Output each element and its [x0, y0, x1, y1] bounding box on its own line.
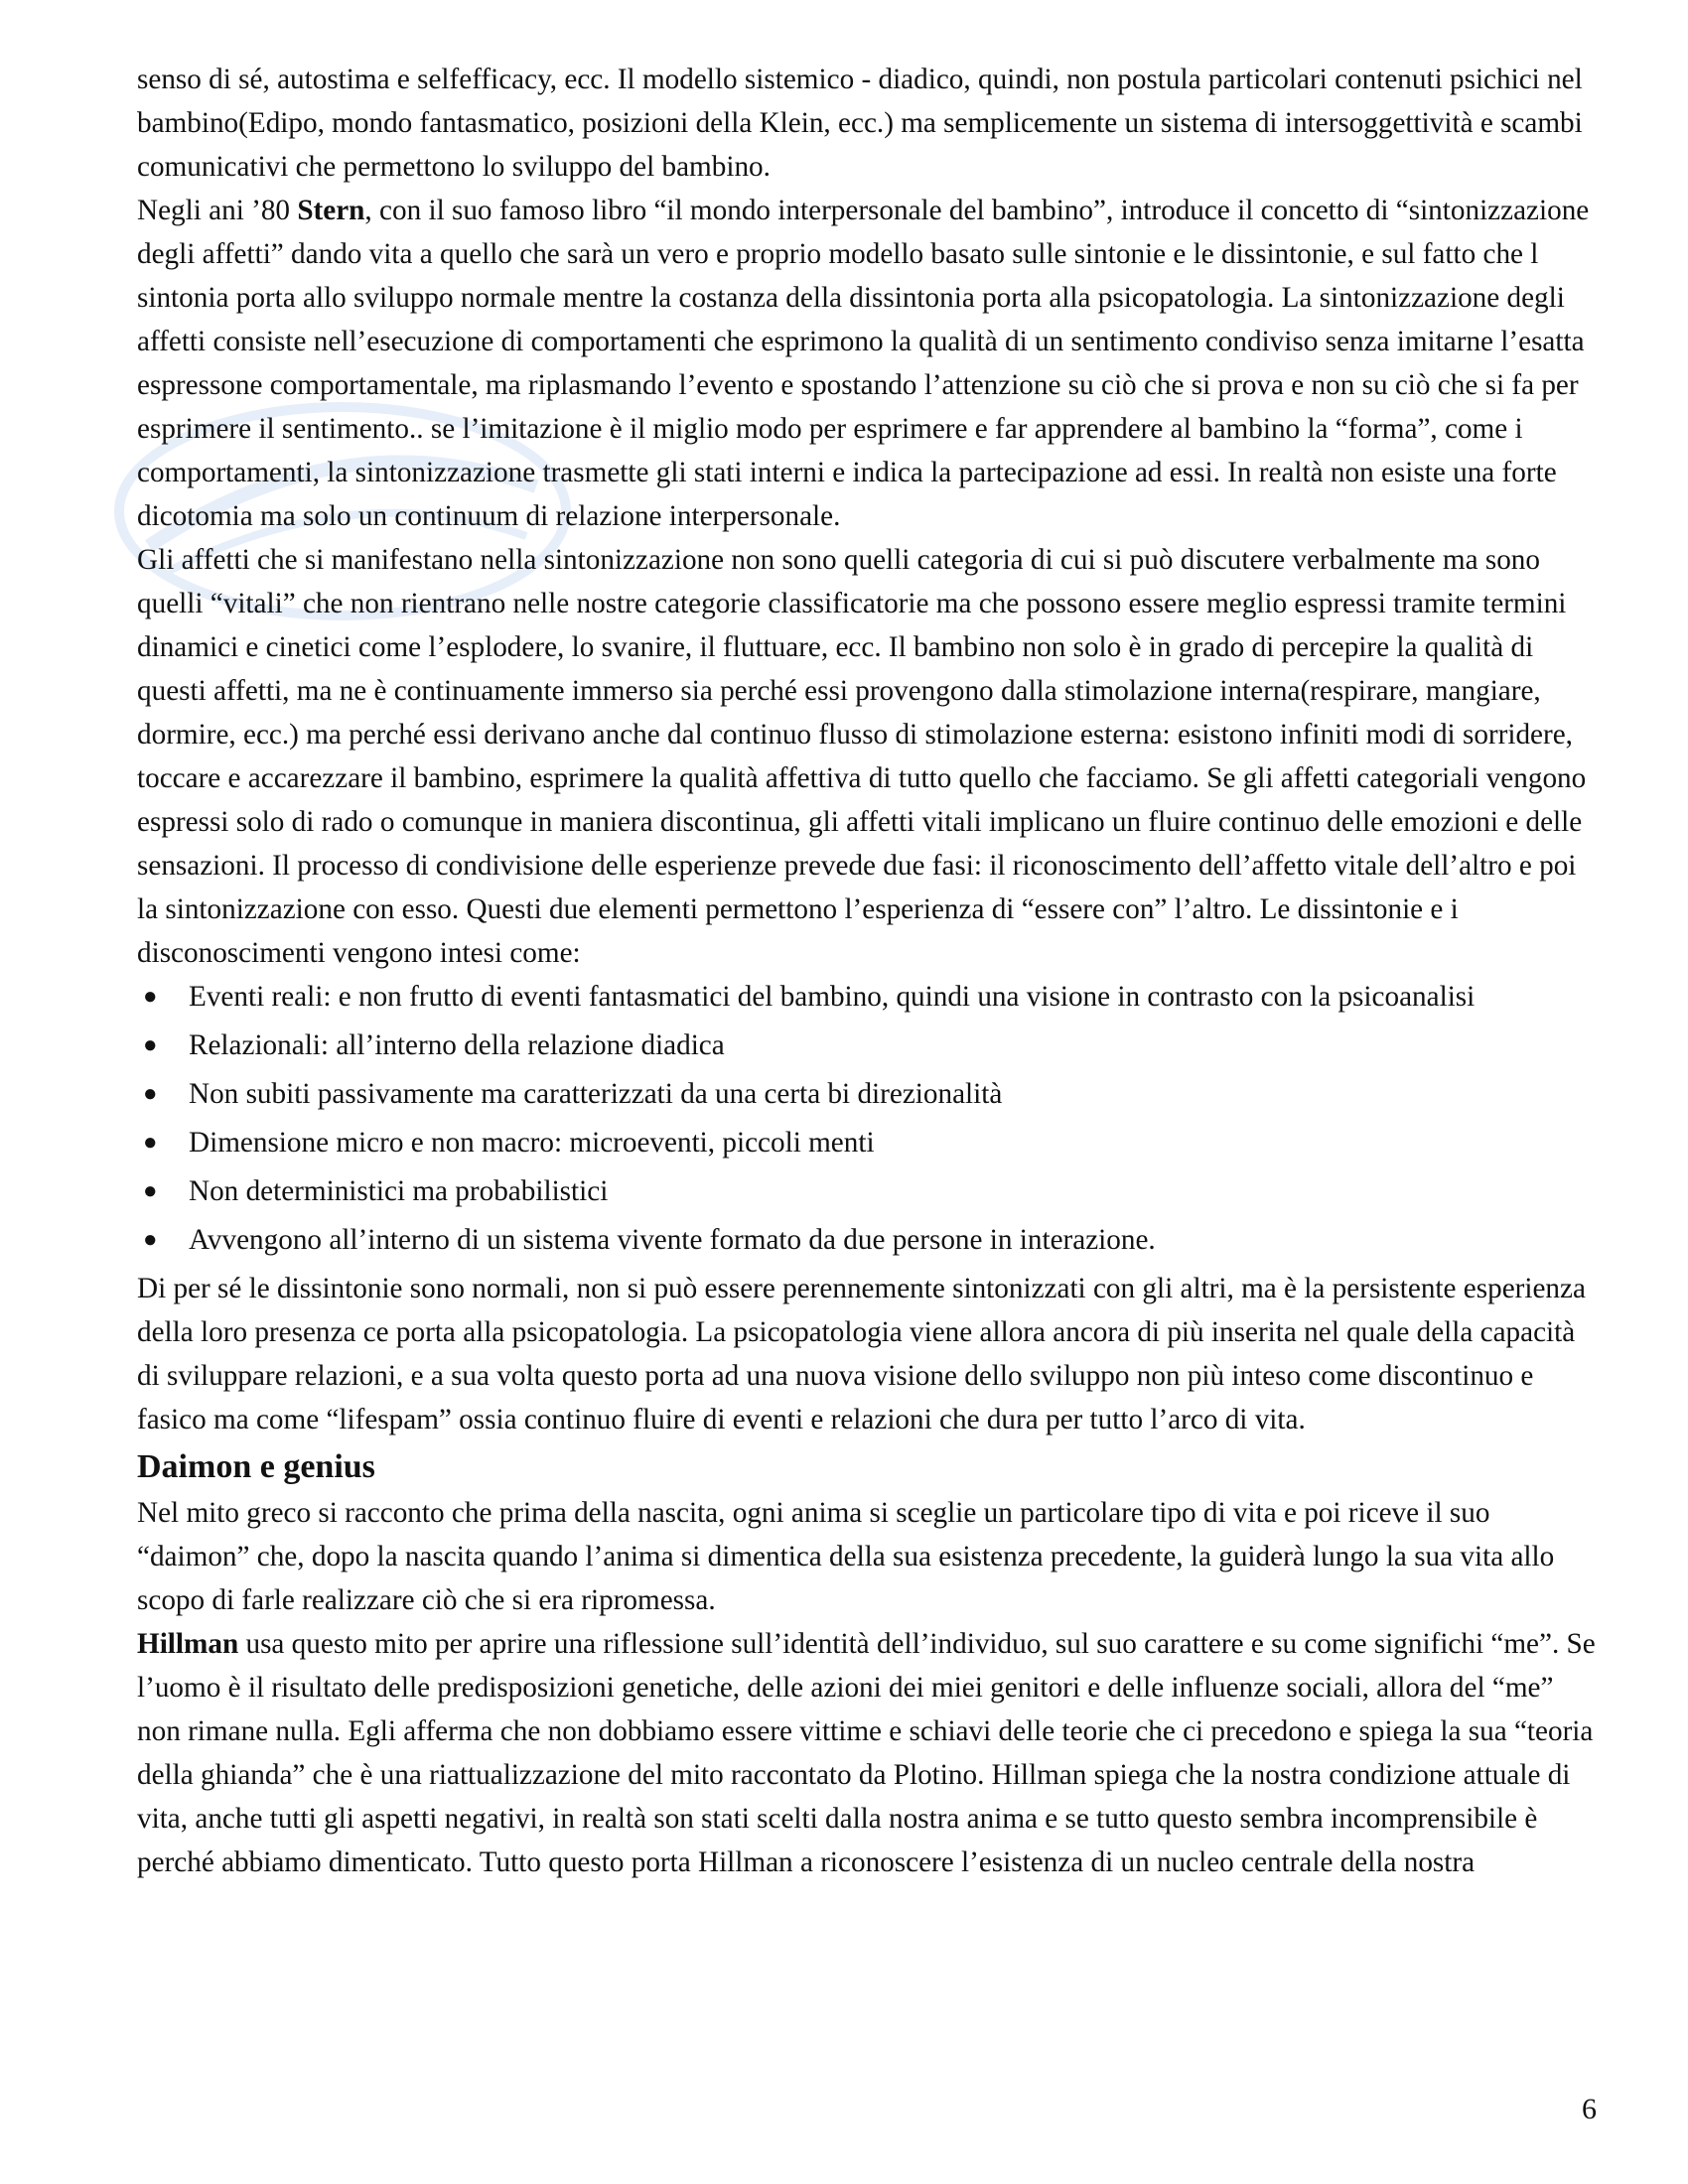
hillman-bold: Hillman — [137, 1628, 239, 1660]
list-item — [137, 975, 1597, 1019]
section-heading: Daimon e genius — [137, 1448, 375, 1485]
paragraph-stern — [137, 189, 1597, 538]
paragraph-affetti: Gli affetti che si manifestano nella sintonizzazione non sono quelli categoria di cui si può discutere verbalmente ma sono quelli “vitali” che non rientrano nelle nostre categorie classificatorie ma che possono essere meglio espressi tramite termini dinamici e cinetici come l’esplodere, lo svanire, il fluttuare, ecc. Il bambino non solo è in grado di percepire la qualità di questi affetti, ma ne è continuamente immerso sia perché essi provengono dalla stimolazione interna(respirare, mangiare, dormire, ecc.) ma perché essi derivano anche dal continuo flusso di stimolazione esterna: esistono infiniti modi di sorridere, toccare e accarezzare il bambino, esprimere la qualità affettiva di tutto quello che facciamo. Se gli affetti categoriali vengono espressi solo di rado o comunque in maniera discontinua, gli affetti vitali implicano un fluire continuo delle emozioni e delle sensazioni. Il processo di condivisione delle esperienze prevede due fasi: il riconoscimento dell’affetto vitale dell’altro e poi la sintonizzazione con esso. Questi due elementi permettono l’esperienza di “essere con” l’altro. Le dissintonie e i disconoscimenti vengono intesi come: — [137, 544, 1587, 969]
list-item-text: Relazionali: all’interno della relazione diadica — [189, 1029, 725, 1061]
paragraph-mito: Nel mito greco si racconto che prima della nascita, ogni anima si sceglie un particolare tipo di vita e poi riceve il suo “daimon” che, dopo la nascita quando l’anima si dimentica della sua esistenza precedente, la guiderà lungo la sua vita allo scopo di farle realizzare ciò che si era ripromessa. — [137, 1497, 1555, 1616]
list-item — [137, 1024, 1597, 1067]
page-number: 6 — [1582, 2093, 1597, 2125]
bullet-list — [137, 975, 1597, 1262]
paragraph-hillman — [137, 1622, 1597, 1884]
list-item-text: Non subiti passivamente ma caratterizzati da una certa bi direzionalità — [189, 1078, 1003, 1110]
document-page — [137, 58, 1597, 1884]
bullet-icon: ● — [143, 1178, 158, 1204]
bullet-icon: ● — [143, 984, 158, 1010]
stern-post: , con il suo famoso libro “il mondo interpersonale del bambino”, introduce il concetto di “sintonizzazione degli affetti” dando vita a quello che sarà un vero e proprio modello basato sulle sintonie e le dissintonie, e sul fatto che l sintonia porta allo sviluppo normale mentre la costanza della dissintonia porta alla psicopatologia. La sintonizzazione degli affetti consiste nell’esecuzione di comportamenti che esprimono la qualità di un sentimento condiviso senza imitarne l’esatta espressone comportamentale, ma riplasmando l’evento e spostando l’attenzione su ciò che si prova e non su ciò che si fa per esprimere il sentimento.. se l’imitazione è il miglio modo per esprimere e far apprendere al bambino la “forma”, come i comportamenti, la sintonizzazione trasmette gli stati interni e indica la partecipazione ad essi. In realtà non esiste una forte dicotomia ma solo un continuum di relazione interpersonale. — [137, 195, 1590, 532]
list-item — [137, 1072, 1597, 1116]
list-item-text: Eventi reali: e non frutto di eventi fantasmatici del bambino, quindi una visione in contrasto con la psicoanalisi — [189, 981, 1476, 1013]
list-item-text: Non deterministici ma probabilistici — [189, 1175, 609, 1207]
bullet-icon: ● — [143, 1227, 158, 1253]
paragraph-intro: senso di sé, autostima e selfefficacy, ecc. Il modello sistemico - diadico, quindi, non postula particolari contenuti psichici nel bambino(Edipo, mondo fantasmatico, posizioni della Klein, ecc.) ma semplicemente un sistema di intersoggettività e scambi comunicativi che permettono lo sviluppo del bambino. — [137, 64, 1583, 183]
list-item — [137, 1218, 1597, 1262]
list-item — [137, 1169, 1597, 1213]
hillman-post: usa questo mito per aprire una riflessione sull’identità dell’individuo, sul suo carattere e su come significhi “me”. Se l’uomo è il risultato delle predisposizioni genetiche, delle azioni dei miei genitori e delle influenze sociali, allora del “me” non rimane nulla. Egli afferma che non dobbiamo essere vittime e schiavi delle teorie che ci precedono e spiega la sua “teoria della ghianda” che è una riattualizzazione del mito raccontato da Plotino. Hillman spiega che la nostra condizione attuale di vita, anche tutti gli aspetti negativi, in realtà son stati scelti dalla nostra anima e se tutto questo sembra incomprensibile è perché abbiamo dimenticato. Tutto questo porta Hillman a riconoscere l’esistenza di un nucleo centrale della nostra — [137, 1628, 1596, 1878]
paragraph-dissintonie: Di per sé le dissintonie sono normali, non si può essere perennemente sintonizzati con gli altri, ma è la persistente esperienza della loro presenza ce porta alla psicopatologia. La psicopatologia viene allora ancora di più inserita nel quale della capacità di sviluppare relazioni, e a sua volta questo porta ad una nuova visione dello sviluppo non più inteso come discontinuo e fasico ma come “lifespam” ossia continuo fluire di eventi e relazioni che dura per tutto l’arco di vita. — [137, 1273, 1586, 1435]
bullet-icon: ● — [143, 1130, 158, 1156]
stern-bold: Stern — [297, 195, 365, 226]
bullet-icon: ● — [143, 1081, 158, 1107]
bullet-icon: ● — [143, 1032, 158, 1058]
list-item-text: Avvengono all’interno di un sistema vivente formato da due persone in interazione. — [189, 1224, 1156, 1256]
list-item — [137, 1121, 1597, 1164]
stern-pre: Negli ani ’80 — [137, 195, 298, 226]
list-item-text: Dimensione micro e non macro: microeventi, piccoli menti — [189, 1127, 875, 1159]
